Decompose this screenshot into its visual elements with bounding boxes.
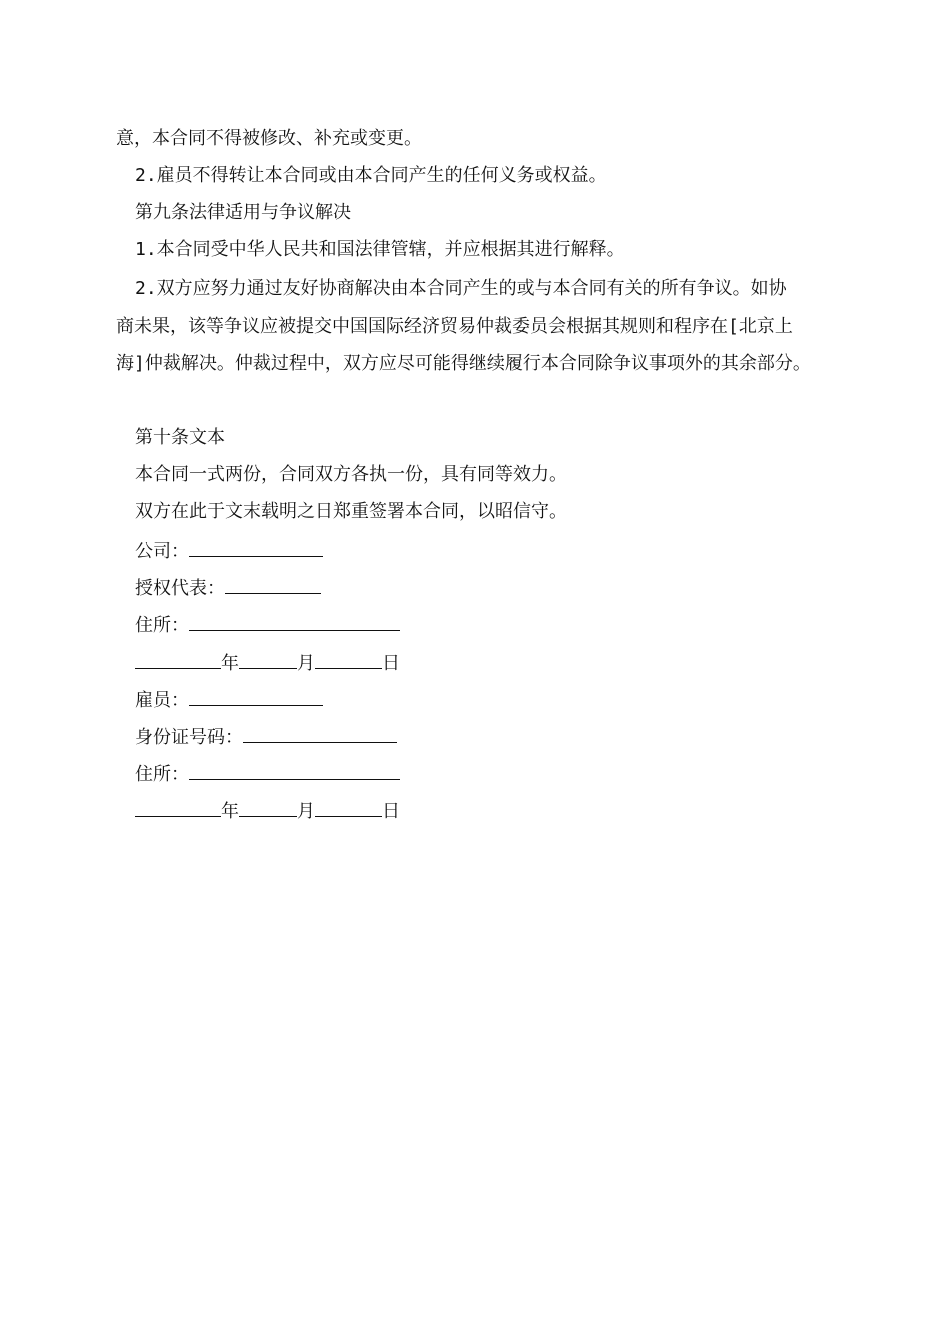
month-blank (239, 650, 297, 669)
year-label: 年 (221, 801, 239, 822)
id-number-row (135, 724, 397, 748)
year-label: 年 (221, 653, 239, 674)
year-blank (135, 650, 221, 669)
employee-row (135, 687, 323, 711)
article-10-text: 本合同一式两份，合同双方各执一份，具有同等效力。 (135, 464, 567, 485)
month-blank (239, 798, 297, 817)
clause-9-item-2-line-1: 2.双方应努力通过友好协商解决由本合同产生的或与本合同有关的所有争议。如协 (135, 278, 787, 299)
representative-row (135, 575, 321, 599)
article-9-heading: 第九条法律适用与争议解决 (135, 202, 351, 223)
company-label: 公司： (135, 541, 189, 562)
employee-blank (189, 687, 323, 706)
day-blank (315, 798, 382, 817)
day-label: 日 (382, 653, 400, 674)
employee-label: 雇员： (135, 690, 189, 711)
paragraph-line: 意，本合同不得被修改、补充或变更。 (116, 128, 422, 149)
clause-9-item-1: 1.本合同受中华人民共和国法律管辖，并应根据其进行解释。 (135, 239, 625, 260)
company-blank (189, 538, 323, 557)
representative-label: 授权代表： (135, 578, 225, 599)
employee-address-blank (189, 761, 400, 780)
company-date-row (135, 650, 400, 674)
article-10-heading: 第十条文本 (135, 427, 225, 448)
clause-8-item-2: 2.雇员不得转让本合同或由本合同产生的任何义务或权益。 (135, 165, 607, 186)
id-number-label: 身份证号码： (135, 727, 243, 748)
month-label: 月 (297, 653, 315, 674)
company-row (135, 538, 323, 562)
month-label: 月 (297, 801, 315, 822)
representative-blank (225, 575, 321, 594)
day-label: 日 (382, 801, 400, 822)
employee-address-row (135, 761, 400, 785)
clause-9-item-2-line-2: 商未果，该等争议应被提交中国国际经济贸易仲裁委员会根据其规则和程序在[北京上 (116, 316, 793, 337)
year-blank (135, 798, 221, 817)
signing-statement: 双方在此于文末载明之日郑重签署本合同，以昭信守。 (135, 501, 567, 522)
company-address-row (135, 612, 400, 636)
company-address-label: 住所： (135, 615, 189, 636)
clause-9-item-2-line-3: 海]仲裁解决。仲裁过程中，双方应尽可能得继续履行本合同除争议事项外的其余部分。 (116, 353, 811, 374)
day-blank (315, 650, 382, 669)
employee-date-row (135, 798, 400, 822)
id-number-blank (243, 724, 397, 743)
company-address-blank (189, 612, 400, 631)
employee-address-label: 住所： (135, 764, 189, 785)
